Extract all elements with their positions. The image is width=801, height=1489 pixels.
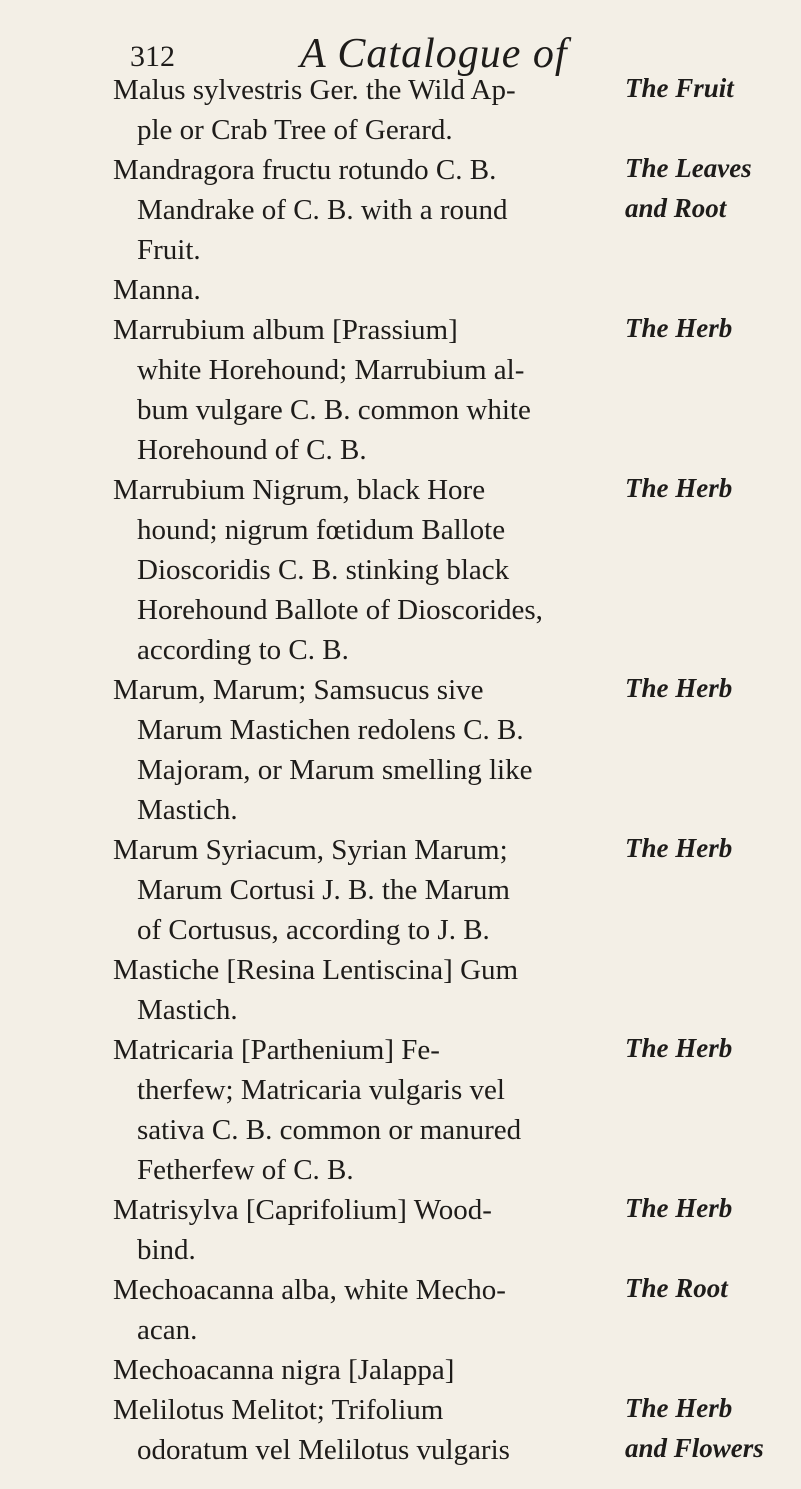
part-used-label: and Root [625, 193, 727, 223]
entry-line: Dioscoridis C. B. stinking black [137, 554, 510, 586]
part-used-label: The Herb [625, 1193, 733, 1223]
entry-line: Melilotus Melitot; Trifolium [113, 1394, 444, 1426]
entry-line: Fruit. [137, 234, 201, 266]
entry-line: Marrubium Nigrum, black Hore [113, 474, 486, 506]
entry-line: Matricaria [Parthenium] Fe- [113, 1034, 440, 1066]
part-used-label: The Herb [625, 673, 733, 703]
entry-line: Majoram, or Marum smelling like [137, 754, 533, 786]
entry-line: odoratum vel Melilotus vulgaris [137, 1434, 510, 1466]
entry-line: therfew; Matricaria vulgaris vel [137, 1074, 505, 1106]
entry-line: white Horehound; Marrubium al- [137, 354, 525, 386]
entry-line: Mandrake of C. B. with a round [137, 194, 508, 226]
entry-line: Horehound of C. B. [137, 434, 367, 466]
part-used-label: The Leaves [625, 153, 752, 183]
entry-line: Mechoacanna nigra [Jalappa] [113, 1354, 455, 1386]
entry-line: Mandragora fructu rotundo C. B. [113, 154, 497, 186]
entry-line: Mechoacanna alba, white Mecho- [113, 1274, 506, 1306]
entry-line: Horehound Ballote of Dioscorides, [137, 594, 543, 626]
entry-line: hound; nigrum fœtidum Ballote [137, 514, 506, 546]
entry-line: ple or Crab Tree of Gerard. [137, 114, 453, 146]
entry-line: acan. [137, 1314, 198, 1346]
entry-line: Marum Cortusi J. B. the Marum [137, 874, 510, 906]
entry-line: Mastich. [137, 994, 238, 1026]
entry-line: Marum, Marum; Samsucus sive [113, 674, 484, 706]
entry-line: Marum Mastichen redolens C. B. [137, 714, 524, 746]
entry-line: sativa C. B. common or manured [137, 1114, 522, 1146]
part-used-label: The Fruit [625, 73, 734, 103]
part-used-label: The Herb [625, 473, 733, 503]
entry-line: bind. [137, 1234, 196, 1266]
entry-line: according to C. B. [137, 634, 349, 666]
entry-line: Manna. [113, 274, 201, 306]
part-used-label: The Root [625, 1273, 728, 1303]
entry-line: Matrisylva [Caprifolium] Wood- [113, 1194, 492, 1226]
part-used-label: The Herb [625, 1033, 733, 1063]
part-used-label: and Flowers [625, 1433, 764, 1463]
part-used-label: The Herb [625, 1393, 733, 1423]
entry-line: Mastiche [Resina Lentiscina] Gum [113, 954, 519, 986]
entry-line: Mastich. [137, 794, 238, 826]
entry-line: Marum Syriacum, Syrian Marum; [113, 834, 508, 866]
running-title: A Catalogue of [300, 31, 568, 77]
entry-line: Fetherfew of C. B. [137, 1154, 354, 1186]
page-header [0, 18, 801, 78]
entry-line: Malus sylvestris Ger. the Wild Ap- [113, 74, 516, 106]
entry-line: bum vulgare C. B. common white [137, 394, 531, 426]
page-number: 312 [130, 40, 175, 73]
entry-line: of Cortusus, according to J. B. [137, 914, 490, 946]
entry-line: Marrubium album [Prassium] [113, 314, 458, 346]
part-used-label: The Herb [625, 313, 733, 343]
part-used-label: The Herb [625, 833, 733, 863]
